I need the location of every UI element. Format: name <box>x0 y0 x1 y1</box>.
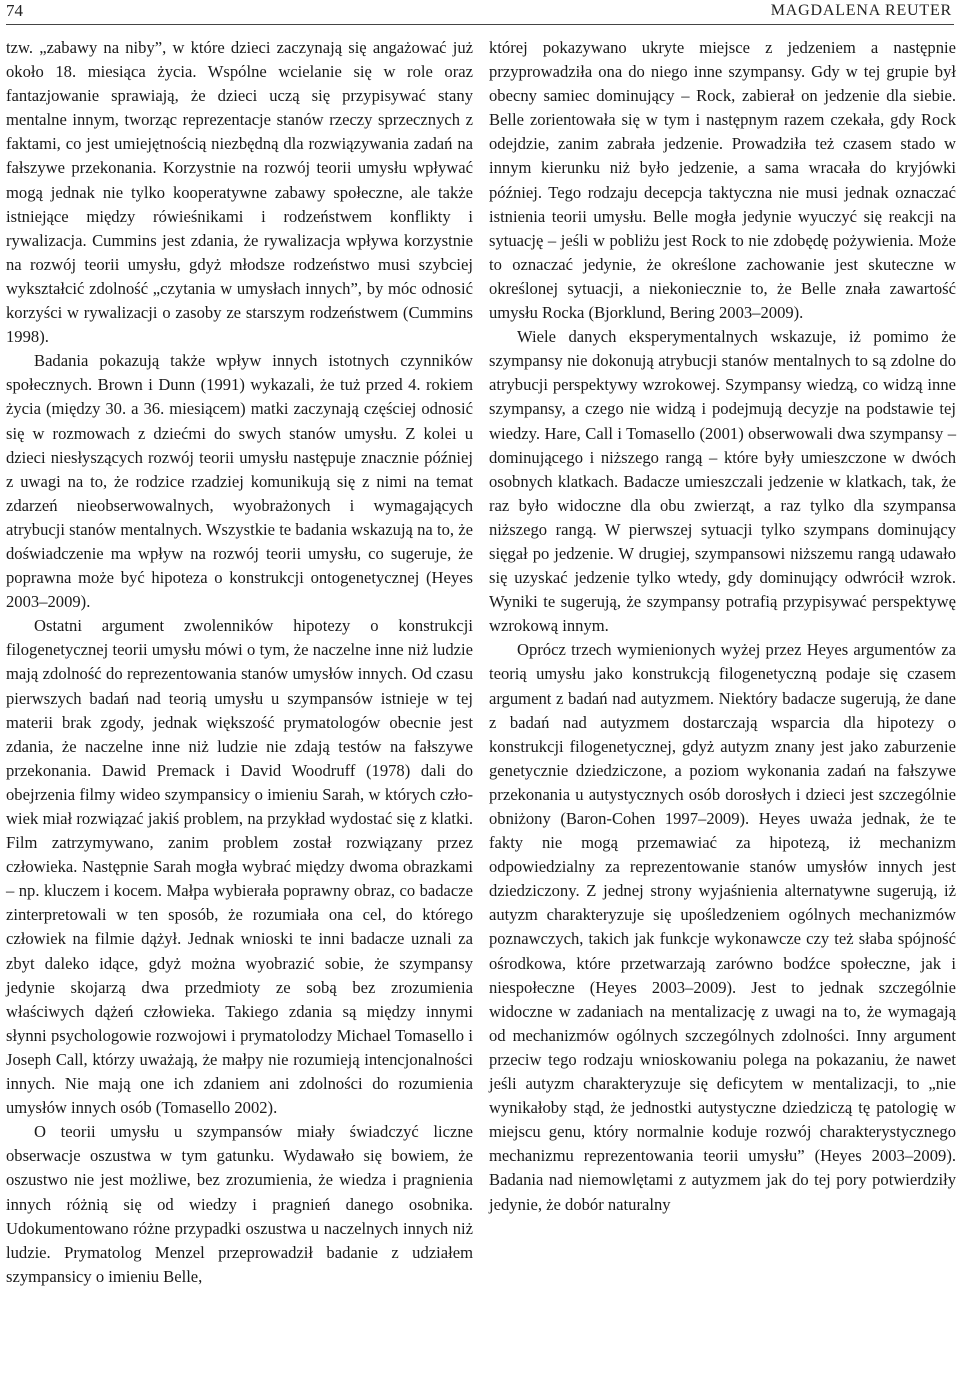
paragraph: Oprócz trzech wymienionych wyżej przez Heyes argumentów za teorią umysłu jako konstrukcją filogenetyczną podaje się czasem argument z badań nad autyzmem. Niektóry badacze sugerują, że dane z badań nad autyzmem dostarczają wsparcia dla hipotezy o konstrukcji filogenetycznej, gdyż autyzm znany jest jako zaburzenie genetycznie dziedziczone, a poziom wykonania zadań na fałszywe przekonania u autystycznych osób dorosłych i dzieci jest szczególnie obniżony (Baron-Cohen 1997–2009). Heyes uważa jednak, że te fakty nie mogą przemawiać za hipotezą, iż mechanizm odpowiedzialny za reprezentowanie stanów umysłów innych jest dziedziczony. Z jednej strony wyjaśnienia alternatywne sugerują, iż autyzm charakteryzuje się upośledzeniem ogólnych mechanizmów poznawczych, takich jak funkcje wykonawcze czy też słaba spójność ośrodkowa, które przetwarzają zarówno bodźce społeczne, jak i niespołeczne (Heyes 2003–2009). Jest to jednak szczególnie widoczne w zadaniach na mentalizację z uwagi na to, że wymagają od mechanizmów ogólnych szczególnych zdolności. Inny argument przeciw tego rodzaju wnioskowaniu polega na pokazaniu, że nawet jeśli autyzm charakteryzuje się deficytem w mentalizacji, to „nie wynikałoby stąd, że jednostki autystyczne dziedziczą tę patologię w miejscu genu, który normalnie koduje rozwój charakterystycznego mechanizmu reprezentowania teorii umysłu” (Heyes 2003–2009). Badania nad niemowlętami z autyzmem jak do tej pory potwierdziły jedynie, że dobór naturalny <box>489 640 956 1214</box>
left-column <box>6 36 473 1289</box>
paragraph: Ostatni argument zwolenników hipotezy o konstrukcji filogenetycznej teorii umysłu mówi o tym, że naczelne inne niż ludzie mają zdolność do reprezentowania stanów umysłów innych. Od czasu pierwszych badań nad teorią umysłu u szympansów istnieje w tej materii brak zgody, jednak większość prymatologów obecnie jest zdania, że naczelne inne niż ludzie nie zdają testów na fałszywe przekonania. Dawid Premack i David Woodruff (1978) dali do obejrzenia filmy wideo szympansicy o imieniu Sarah, w których człowiek miał rozwiązać jakiś problem, na przykład wydostać się z klatki. Film zatrzymywano, zanim problem został rozwiązany przez człowieka. Następnie Sarah mogła wybrać między dwoma obrazkami – np. kluczem i kocem. Małpa wybierała poprawny obraz, co badacze zinterpretowali w ten sposób, że rozumiała ona cel, do którego człowiek na filmie dążył. Jednak wnioski te inni badacze uznali za zbyt daleko idące, gdyż można wyobrazić sobie, że szympansy jedynie skojarzą dwa przedmioty ze sobą bez zrozumienia właściwych dążeń człowieka. Takiego zdania są między innymi słynni psychologowie rozwojowi i prymatolodzy Michael Tomasello i Joseph Call, którzy uważają, że małpy nie rozumieją intencjonalności innych. Nie mają one ich zdaniem ani zdolności do rozumienia umysłów innych osób (Tomasello 2002). <box>6 616 473 1118</box>
paragraph: Badania pokazują także wpływ innych istotnych czynników społecznych. Brown i Dunn (1991) wykazali, że tuż przed 4. rokiem życia (między 30. a 36. miesiącem) matki zaczynają częściej odnosić się w rozmowach z dziećmi do swych stanów umysłu. Z kolei u dzieci niesłyszących rozwój teorii umysłu następuje znacznie później z uwagi na to, że rodzice rzadziej komunikują się z nimi na temat zdarzeń nieobserwowalnych, wyobrażonych i wymagających atrybucji stanów mentalnych. Wszystkie te badania wskazują na to, że doświadczenie ma wpływ na rozwój teorii umysłu, co sugeruje, że poprawna może być hipoteza o konstrukcji ontogenetycznej (Heyes 2003–2009). <box>6 351 473 612</box>
page-number: 74 <box>6 1 23 20</box>
header-rule <box>6 24 954 25</box>
paragraph: O teorii umysłu u szympansów miały świadczyć liczne obserwacje oszustwa w tym gatunku. Wydawało się bowiem, że oszustwo nie jest możliwe, bez zrozumienia, że wiedza i pragnienia innych różnią się od wiedzy i pragnień danego osobnika. Udokumentowano różne przypadki oszustwa u naczelnych innych niż ludzie. Prymatolog Menzel przeprowadził badanie z udziałem szympansicy o imieniu Belle, <box>6 1122 473 1286</box>
right-column <box>489 36 956 1217</box>
running-head-author: MAGDALENA REUTER <box>770 2 952 19</box>
running-header <box>0 0 960 26</box>
paragraph: tzw. „zabawy na niby”, w które dzieci zaczynają się angażować już około 18. miesiąca życia. Wspólne wcielanie się w role oraz fantazjowanie sprawiają, że dzieci uczą się przypisywać stany mentalne innym, tworząc reprezentacje stanów rzeczy sprzecznych z faktami, co jest umiejętnością niezbędną dla rozwiązywania zadań na fałszywe przekonania. Korzystnie na rozwój teorii umysłu wpływać mogą jednak nie tylko kooperatywne zabawy społeczne, ale także istniejące między rówieśnikami i rodzeństwem konflikty i rywalizacja. Cummins jest zdania, że rywalizacja wpływa korzystnie na rozwój teorii umysłu, gdyż młodsze rodzeństwo musi szybciej wykształcić zdolność „czytania w umysłach innych”, by móc odnosić korzyści w rywalizacji o zasoby ze starszym rodzeństwem (Cummins 1998). <box>6 38 473 347</box>
paragraph: której pokazywano ukryte miejsce z jedzeniem a następnie przyprowadziła ona do niego inne szympansy. Gdy w tej grupie był obecny samiec dominujący – Rock, zabierał on jedzenie dla siebie. Belle zorientowała się w tym i następnym razem czekała, gdy Rock odejdzie, zanim zabrała jedzenie. Prowadziła też czasem stado w innym kierunku niż było jedzenie, a sama wracała do kryjówki później. Tego rodzaju decepcja taktyczna nie musi jednak oznaczać istnienia teorii umysłu. Belle mogła jedynie wyuczyć się reakcji na sytuację – jeśli w pobliżu jest Rock to nie zdobędę pożywienia. Może to oznaczać jedynie, że określone zachowanie jest skuteczne w określonej sytuacji, a niekoniecznie to, że Belle znała zawartość umysłu Rocka (Bjorklund, Bering 2003–2009). <box>489 38 956 323</box>
paragraph: Wiele danych eksperymentalnych wskazuje, iż pomimo że szympansy nie dokonują atrybucji stanów mentalnych to są zdolne do atrybucji perspektywy wzrokowej. Szympansy wiedzą, co widzą inne szympansy, a czego nie widzą i podejmują decyzje na podstawie tej wiedzy. Hare, Call i Tomasello (2001) obserwowali dwa szympansy – dominującego i niższego rangą – które były umieszczone w dwóch osobnych klatkach. Badacze umieszczali jedzenie w klatkach, tak, że raz było widoczne dla obu zwierząt, a raz tylko dla szympansa niższego rangą. W pierwszej sytuacji tylko szympans dominujący sięgał po jedzenie. W drugiej, szympansowi niższemu rangą udawało się uzyskać jedzenie tylko wtedy, gdy dominujący odwrócił wzrok. Wyniki te sugerują, że szympansy potrafią przypisywać perspektywę wzrokową innym. <box>489 327 956 636</box>
